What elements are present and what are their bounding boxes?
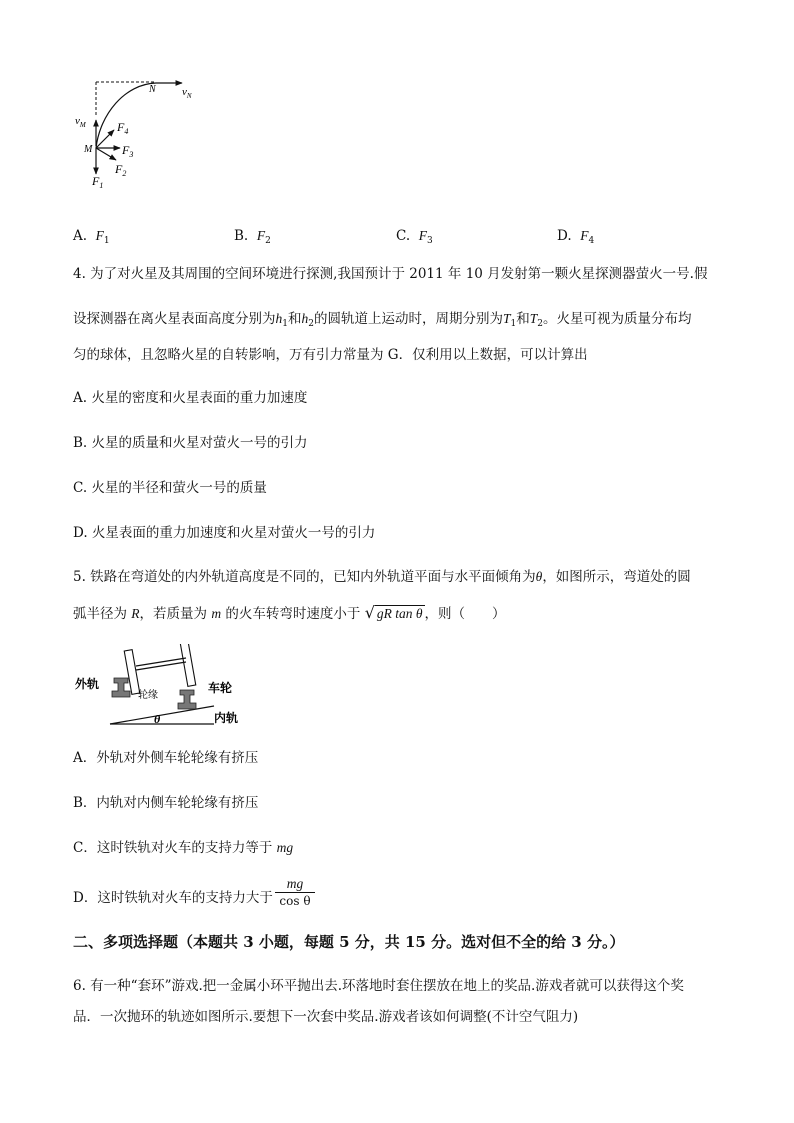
q4-stem-line3: 匀的球体，且忽略火星的自转影响，万有引力常量为 G．仅利用以上数据，可以计算出: [73, 347, 588, 363]
svg-text:外轨: 外轨: [75, 677, 100, 691]
q6-stem-line1: 6. 有一种“套环”游戏.把一金属小环平抛出去.环落地时套住摆放在地上的奖品.游戏者就可以获得这个奖: [73, 978, 684, 994]
fraction-mg-over-cos: mg cos θ: [275, 876, 315, 909]
svg-text:vN: $v_N$: [182, 86, 192, 100]
q4-option-d: D. 火星表面的重力加速度和火星对萤火一号的引力: [73, 525, 376, 541]
trajectory-force-figure: [70, 74, 210, 192]
outer-rail: [112, 678, 130, 697]
svg-text:F3: $F_3$: [122, 143, 134, 159]
q4-option-c: C. 火星的半径和萤火一号的质量: [73, 480, 267, 496]
svg-text:车轮: 车轮: [208, 681, 233, 695]
svg-text:F2: $F_2$: [115, 162, 127, 178]
svg-text:θ: θ: [154, 712, 161, 726]
q5-option-b: B．内轨对内侧车轮轮缘有挤压: [73, 795, 259, 811]
q4-stem-line1: 4. 为了对火星及其周围的空间环境进行探测,我国预计于 2011 年 10 月发射第一颗火星探测器萤火一号.假: [73, 266, 708, 282]
inner-rail: [178, 690, 196, 709]
q3-option-d: D. $F_4$: [557, 228, 595, 246]
q5-stem-line1: 5. 铁路在弯道处的内外轨道高度是不同的，已知内外轨道平面与水平面倾角为θ，如图所示，弯道处的圆: [73, 569, 691, 585]
svg-text:M: M: [84, 144, 93, 155]
q3-option-b: B. $F_2$: [234, 228, 271, 246]
svg-text:F4: $F_4$: [117, 120, 129, 136]
svg-text:F1: $F_1$: [92, 174, 104, 190]
q5-option-c: C．这时铁轨对火车的支持力等于 mg: [73, 840, 294, 856]
q3-option-c: C. $F_3$: [396, 228, 433, 246]
svg-text:内轨: 内轨: [214, 711, 239, 725]
q5-stem-line2: 弧半径为 R，若质量为 m 的火车转弯时速度小于 √ gR tan θ ，则（ ）: [73, 603, 506, 622]
svg-text:N: N: [149, 84, 156, 95]
q6-stem-line2: 品．一次抛环的轨迹如图所示.要想下一次套中奖品.游戏者该如何调整(不计空气阻力): [73, 1009, 579, 1025]
inner-wheel: [180, 644, 196, 686]
svg-text:轮缘: 轮缘: [138, 690, 158, 701]
q4-option-a: A. 火星的密度和火星表面的重力加速度: [73, 390, 308, 406]
force-f2-arrow: [96, 148, 116, 160]
q4-stem-line2: 设探测器在离火星表面高度分别为$h_1$和$h_2$的圆轨道上运动时，周期分别为$T_1$和$T_2$。火星可视为质量分布均: [73, 311, 692, 329]
svg-text:vM: $v_M$: [75, 115, 86, 129]
q5-option-a: A．外轨对外侧车轮轮缘有挤压: [73, 750, 259, 766]
trajectory-curve: [96, 83, 174, 148]
rail-curve-figure: [72, 644, 252, 728]
section-heading-multiple-choice: 二、多项选择题（本题共 3 小题，每题 5 分，共 15 分。选对但不全的给 3 分。）: [73, 933, 625, 951]
q4-option-b: B. 火星的质量和火星对萤火一号的引力: [73, 435, 308, 451]
q5-option-d: D．这时铁轨对火车的支持力大于: [73, 890, 273, 906]
q3-option-a: A. $F_1$: [73, 228, 110, 246]
outer-wheel: [124, 650, 140, 695]
sqrt-expression: √ gR tan θ: [364, 603, 423, 622]
